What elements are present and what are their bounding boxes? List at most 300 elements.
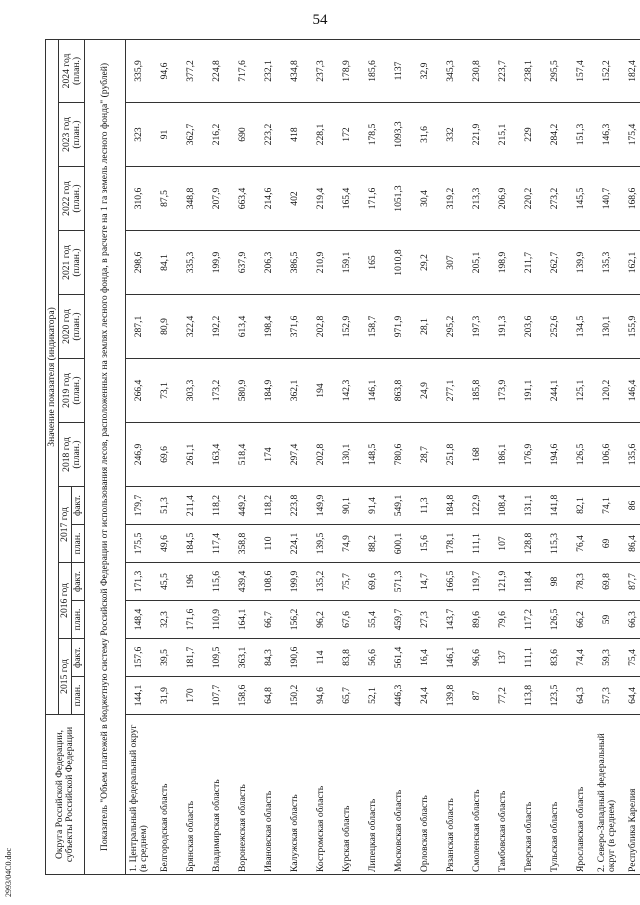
value-cell: 158,6 <box>230 677 256 715</box>
value-cell: 24,4 <box>412 677 438 715</box>
region-name-cell: Ивановская область <box>256 715 282 875</box>
value-cell: 363,1 <box>230 639 256 677</box>
value-cell: 113,8 <box>516 677 542 715</box>
value-cell: 135,2 <box>308 563 334 601</box>
region-name-cell: Воронежская область <box>230 715 256 875</box>
region-name-cell: Смоленская область <box>464 715 490 875</box>
table-row <box>204 39 230 874</box>
value-cell: 118,2 <box>204 487 230 525</box>
value-cell: 156,2 <box>282 601 308 639</box>
value-cell: 549,1 <box>386 487 412 525</box>
value-cell: 164,1 <box>230 601 256 639</box>
subheader-fact: факт. <box>72 563 85 601</box>
value-cell: 194 <box>308 359 334 423</box>
value-cell: 69,6 <box>360 563 386 601</box>
value-cell: 55,4 <box>360 601 386 639</box>
value-cell: 168,6 <box>620 167 640 231</box>
value-cell: 198,4 <box>256 295 282 359</box>
value-cell: 87 <box>464 677 490 715</box>
year-header-2019: 2019 год (план.) <box>59 359 85 423</box>
value-cell: 252,6 <box>542 295 568 359</box>
value-cell: 172 <box>334 103 360 167</box>
value-cell: 362,1 <box>282 359 308 423</box>
value-cell: 64,4 <box>620 677 640 715</box>
year-header-2024: 2024 год (план.) <box>59 39 85 102</box>
value-cell: 88,2 <box>360 525 386 563</box>
value-cell: 146,1 <box>438 639 464 677</box>
value-cell: 109,5 <box>204 639 230 677</box>
region-name-cell: Тульская область <box>542 715 568 875</box>
table-row <box>412 39 438 874</box>
value-cell: 107,7 <box>204 677 230 715</box>
value-cell: 358,8 <box>230 525 256 563</box>
value-cell: 115,3 <box>542 525 568 563</box>
value-cell: 66,3 <box>620 601 640 639</box>
value-cell: 206,3 <box>256 231 282 295</box>
value-cell: 29,2 <box>412 231 438 295</box>
value-cell: 67,6 <box>334 601 360 639</box>
value-cell: 418 <box>282 103 308 167</box>
value-cell: 106,6 <box>594 423 620 487</box>
value-cell: 174 <box>256 423 282 487</box>
region-name-cell: Ярославская область <box>568 715 594 875</box>
value-cell: 57,3 <box>594 677 620 715</box>
value-cell: 86 <box>620 487 640 525</box>
region-name-cell: Республика Карелия <box>620 715 640 875</box>
value-cell: 449,2 <box>230 487 256 525</box>
value-cell: 182,4 <box>620 39 640 102</box>
value-cell: 94,6 <box>308 677 334 715</box>
value-cell: 31,9 <box>152 677 178 715</box>
value-cell: 107 <box>490 525 516 563</box>
table-row <box>282 39 308 874</box>
value-cell: 139,5 <box>308 525 334 563</box>
value-cell: 1093,3 <box>386 103 412 167</box>
value-cell: 84,1 <box>152 231 178 295</box>
year-header-2015: 2015 год <box>59 639 72 715</box>
indicator-row <box>85 39 126 874</box>
region-name-cell: Тверская область <box>516 715 542 875</box>
value-cell: 96,2 <box>308 601 334 639</box>
value-cell: 345,3 <box>438 39 464 102</box>
value-cell: 184,8 <box>438 487 464 525</box>
value-cell: 74,1 <box>594 487 620 525</box>
value-cell: 11,3 <box>412 487 438 525</box>
value-cell: 117,2 <box>516 601 542 639</box>
value-cell: 185,6 <box>360 39 386 102</box>
year-header-2017: 2017 год <box>59 487 72 563</box>
value-cell: 165,4 <box>334 167 360 231</box>
value-cell: 65,7 <box>334 677 360 715</box>
value-cell: 80,9 <box>152 295 178 359</box>
value-cell: 175,4 <box>620 103 640 167</box>
value-cell: 69,8 <box>594 563 620 601</box>
value-cell: 224,8 <box>204 39 230 102</box>
value-cell: 14,7 <box>412 563 438 601</box>
value-cell: 121,9 <box>490 563 516 601</box>
table-row <box>308 39 334 874</box>
indicator-title: Показатель "Объем платежей в бюджетную систему Российской Федерации от использования лесов, расположенных на землях лесного фонда, в расчете на 1 га земель лесного фонда" (рублей) <box>85 39 126 874</box>
year-header-2020: 2020 год (план.) <box>59 295 85 359</box>
region-name-cell: Рязанская область <box>438 715 464 875</box>
value-cell: 184,5 <box>178 525 204 563</box>
value-cell: 184,9 <box>256 359 282 423</box>
rotated-table-container <box>45 40 638 875</box>
value-cell: 162,1 <box>620 231 640 295</box>
value-cell: 30,4 <box>412 167 438 231</box>
value-cell: 244,1 <box>542 359 568 423</box>
value-cell: 205,1 <box>464 231 490 295</box>
value-cell: 139,8 <box>438 677 464 715</box>
value-cell: 297,4 <box>282 423 308 487</box>
value-cell: 273,2 <box>542 167 568 231</box>
value-cell: 171,3 <box>126 563 153 601</box>
value-cell: 94,6 <box>152 39 178 102</box>
indicator-value-group-header: Значение показателя (индикатора) <box>46 39 59 714</box>
value-cell: 238,1 <box>516 39 542 102</box>
value-cell: 144,1 <box>126 677 153 715</box>
value-cell: 32,3 <box>152 601 178 639</box>
value-cell: 284,2 <box>542 103 568 167</box>
value-cell: 446,3 <box>386 677 412 715</box>
value-cell: 295,2 <box>438 295 464 359</box>
value-cell: 221,9 <box>464 103 490 167</box>
value-cell: 66,2 <box>568 601 594 639</box>
value-cell: 211,4 <box>178 487 204 525</box>
subheader-plan: план. <box>72 677 85 715</box>
value-cell: 198,9 <box>490 231 516 295</box>
subheader-plan: план. <box>72 525 85 563</box>
value-cell: 192,2 <box>204 295 230 359</box>
value-cell: 83,6 <box>542 639 568 677</box>
value-cell: 178,5 <box>360 103 386 167</box>
value-cell: 82,1 <box>568 487 594 525</box>
value-cell: 75,7 <box>334 563 360 601</box>
value-cell: 319,2 <box>438 167 464 231</box>
value-cell: 196 <box>178 563 204 601</box>
value-cell: 402 <box>282 167 308 231</box>
value-cell: 56,6 <box>360 639 386 677</box>
value-cell: 110 <box>256 525 282 563</box>
value-cell: 571,3 <box>386 563 412 601</box>
value-cell: 137 <box>490 639 516 677</box>
value-cell: 206,9 <box>490 167 516 231</box>
footer-document-code: 2993/04С0.doc <box>4 847 13 897</box>
value-cell: 322,4 <box>178 295 204 359</box>
subheader-plan: план. <box>72 601 85 639</box>
year-header-2016: 2016 год <box>59 563 72 639</box>
value-cell: 262,7 <box>542 231 568 295</box>
value-cell: 98 <box>542 563 568 601</box>
table-row <box>360 39 386 874</box>
value-cell: 780,6 <box>386 423 412 487</box>
value-cell: 178,9 <box>334 39 360 102</box>
value-cell: 251,8 <box>438 423 464 487</box>
value-cell: 191,1 <box>516 359 542 423</box>
value-cell: 230,8 <box>464 39 490 102</box>
value-cell: 148,5 <box>360 423 386 487</box>
table-header <box>46 39 85 874</box>
region-name-cell: Белгородская область <box>152 715 178 875</box>
value-cell: 371,6 <box>282 295 308 359</box>
value-cell: 119,7 <box>464 563 490 601</box>
value-cell: 141,8 <box>542 487 568 525</box>
value-cell: 176,9 <box>516 423 542 487</box>
subheader-fact: факт. <box>72 487 85 525</box>
value-cell: 157,6 <box>126 639 153 677</box>
value-cell: 971,9 <box>386 295 412 359</box>
value-cell: 561,4 <box>386 639 412 677</box>
value-cell: 59 <box>594 601 620 639</box>
region-name-cell: Курская область <box>334 715 360 875</box>
value-cell: 223,2 <box>256 103 282 167</box>
value-cell: 197,3 <box>464 295 490 359</box>
value-cell: 145,5 <box>568 167 594 231</box>
value-cell: 122,9 <box>464 487 490 525</box>
value-cell: 126,5 <box>542 601 568 639</box>
value-cell: 220,2 <box>516 167 542 231</box>
value-cell: 202,8 <box>308 295 334 359</box>
value-cell: 600,1 <box>386 525 412 563</box>
value-cell: 173,9 <box>490 359 516 423</box>
value-cell: 39,5 <box>152 639 178 677</box>
value-cell: 152,9 <box>334 295 360 359</box>
year-header-2021: 2021 год (план.) <box>59 231 85 295</box>
value-cell: 303,3 <box>178 359 204 423</box>
value-cell: 158,7 <box>360 295 386 359</box>
value-cell: 175,5 <box>126 525 153 563</box>
year-header-2022: 2022 год (план.) <box>59 167 85 231</box>
value-cell: 298,6 <box>126 231 153 295</box>
value-cell: 207,9 <box>204 167 230 231</box>
value-cell: 91 <box>152 103 178 167</box>
value-cell: 131,1 <box>516 487 542 525</box>
value-cell: 168 <box>464 423 490 487</box>
value-cell: 75,4 <box>620 639 640 677</box>
value-cell: 139,9 <box>568 231 594 295</box>
value-cell: 261,1 <box>178 423 204 487</box>
value-cell: 179,7 <box>126 487 153 525</box>
value-cell: 377,2 <box>178 39 204 102</box>
value-cell: 165 <box>360 231 386 295</box>
value-cell: 863,8 <box>386 359 412 423</box>
value-cell: 118,4 <box>516 563 542 601</box>
year-header-2018: 2018 год (план.) <box>59 423 85 487</box>
subheader-fact: факт. <box>72 639 85 677</box>
value-cell: 166,5 <box>438 563 464 601</box>
value-cell: 613,4 <box>230 295 256 359</box>
value-cell: 690 <box>230 103 256 167</box>
value-cell: 15,6 <box>412 525 438 563</box>
value-cell: 185,8 <box>464 359 490 423</box>
table-row <box>490 39 516 874</box>
value-cell: 118,2 <box>256 487 282 525</box>
table-row <box>620 39 640 874</box>
value-cell: 151,3 <box>568 103 594 167</box>
value-cell: 86,4 <box>620 525 640 563</box>
region-column-header: Округа Российской Федерации, субъекты Российской Федерации <box>46 715 85 875</box>
value-cell: 120,2 <box>594 359 620 423</box>
table-row <box>178 39 204 874</box>
value-cell: 142,3 <box>334 359 360 423</box>
value-cell: 237,3 <box>308 39 334 102</box>
value-cell: 135,6 <box>620 423 640 487</box>
value-cell: 130,1 <box>594 295 620 359</box>
value-cell: 637,9 <box>230 231 256 295</box>
value-cell: 52,1 <box>360 677 386 715</box>
value-cell: 190,6 <box>282 639 308 677</box>
value-cell: 219,4 <box>308 167 334 231</box>
value-cell: 89,6 <box>464 601 490 639</box>
value-cell: 202,8 <box>308 423 334 487</box>
value-cell: 146,4 <box>620 359 640 423</box>
value-cell: 246,9 <box>126 423 153 487</box>
value-cell: 69,6 <box>152 423 178 487</box>
table-row <box>568 39 594 874</box>
value-cell: 199,9 <box>282 563 308 601</box>
value-cell: 111,1 <box>464 525 490 563</box>
value-cell: 64,8 <box>256 677 282 715</box>
value-cell: 663,4 <box>230 167 256 231</box>
page-number: 54 <box>312 12 328 28</box>
table-row <box>334 39 360 874</box>
value-cell: 171,6 <box>360 167 386 231</box>
value-cell: 74,9 <box>334 525 360 563</box>
value-cell: 146,3 <box>594 103 620 167</box>
value-cell: 73,1 <box>152 359 178 423</box>
value-cell: 232,1 <box>256 39 282 102</box>
table-body <box>85 39 640 874</box>
table-row <box>230 39 256 874</box>
table-row <box>464 39 490 874</box>
value-cell: 146,1 <box>360 359 386 423</box>
value-cell: 210,9 <box>308 231 334 295</box>
indicator-table <box>45 39 640 875</box>
value-cell: 123,5 <box>542 677 568 715</box>
year-header-2023: 2023 год (план.) <box>59 103 85 167</box>
region-name-cell: Московская область <box>386 715 412 875</box>
value-cell: 117,4 <box>204 525 230 563</box>
value-cell: 87,7 <box>620 563 640 601</box>
value-cell: 434,8 <box>282 39 308 102</box>
value-cell: 580,9 <box>230 359 256 423</box>
value-cell: 223,8 <box>282 487 308 525</box>
region-name-cell: Брянская область <box>178 715 204 875</box>
value-cell: 362,7 <box>178 103 204 167</box>
value-cell: 323 <box>126 103 153 167</box>
value-cell: 83,8 <box>334 639 360 677</box>
value-cell: 28,1 <box>412 295 438 359</box>
value-cell: 171,6 <box>178 601 204 639</box>
value-cell: 224,1 <box>282 525 308 563</box>
value-cell: 84,3 <box>256 639 282 677</box>
value-cell: 51,3 <box>152 487 178 525</box>
value-cell: 213,3 <box>464 167 490 231</box>
value-cell: 125,1 <box>568 359 594 423</box>
value-cell: 74,4 <box>568 639 594 677</box>
value-cell: 66,7 <box>256 601 282 639</box>
value-cell: 148,4 <box>126 601 153 639</box>
value-cell: 459,7 <box>386 601 412 639</box>
value-cell: 266,4 <box>126 359 153 423</box>
value-cell: 191,3 <box>490 295 516 359</box>
value-cell: 170 <box>178 677 204 715</box>
region-name-cell: Калужская область <box>282 715 308 875</box>
value-cell: 79,6 <box>490 601 516 639</box>
value-cell: 96,6 <box>464 639 490 677</box>
value-cell: 108,6 <box>256 563 282 601</box>
value-cell: 307 <box>438 231 464 295</box>
value-cell: 28,7 <box>412 423 438 487</box>
region-name-cell: Липецкая область <box>360 715 386 875</box>
value-cell: 439,4 <box>230 563 256 601</box>
region-name-cell: Тамбовская область <box>490 715 516 875</box>
value-cell: 1010,8 <box>386 231 412 295</box>
value-cell: 115,6 <box>204 563 230 601</box>
value-cell: 140,7 <box>594 167 620 231</box>
value-cell: 155,9 <box>620 295 640 359</box>
value-cell: 228,1 <box>308 103 334 167</box>
value-cell: 69 <box>594 525 620 563</box>
value-cell: 152,2 <box>594 39 620 102</box>
value-cell: 518,4 <box>230 423 256 487</box>
value-cell: 90,1 <box>334 487 360 525</box>
value-cell: 159,1 <box>334 231 360 295</box>
value-cell: 114 <box>308 639 334 677</box>
value-cell: 64,3 <box>568 677 594 715</box>
table-row <box>438 39 464 874</box>
table-row <box>126 39 153 874</box>
value-cell: 181,7 <box>178 639 204 677</box>
region-name-cell: Костромская область <box>308 715 334 875</box>
region-name-cell: 2. Северо-Западный федеральный округ (в среднем) <box>594 715 620 875</box>
value-cell: 163,4 <box>204 423 230 487</box>
value-cell: 91,4 <box>360 487 386 525</box>
value-cell: 295,5 <box>542 39 568 102</box>
value-cell: 87,5 <box>152 167 178 231</box>
value-cell: 143,7 <box>438 601 464 639</box>
value-cell: 211,7 <box>516 231 542 295</box>
table-row <box>516 39 542 874</box>
value-cell: 135,3 <box>594 231 620 295</box>
value-cell: 348,8 <box>178 167 204 231</box>
region-name-cell: Владимирская область <box>204 715 230 875</box>
value-cell: 310,6 <box>126 167 153 231</box>
region-name-cell: Орловская область <box>412 715 438 875</box>
value-cell: 134,5 <box>568 295 594 359</box>
table-row <box>542 39 568 874</box>
value-cell: 27,3 <box>412 601 438 639</box>
value-cell: 386,5 <box>282 231 308 295</box>
value-cell: 216,2 <box>204 103 230 167</box>
value-cell: 126,5 <box>568 423 594 487</box>
value-cell: 335,9 <box>126 39 153 102</box>
value-cell: 194,6 <box>542 423 568 487</box>
value-cell: 149,9 <box>308 487 334 525</box>
value-cell: 78,3 <box>568 563 594 601</box>
table-row <box>152 39 178 874</box>
value-cell: 111,1 <box>516 639 542 677</box>
value-cell: 16,4 <box>412 639 438 677</box>
value-cell: 717,6 <box>230 39 256 102</box>
value-cell: 24,9 <box>412 359 438 423</box>
value-cell: 150,2 <box>282 677 308 715</box>
value-cell: 1051,3 <box>386 167 412 231</box>
value-cell: 45,5 <box>152 563 178 601</box>
value-cell: 1137 <box>386 39 412 102</box>
value-cell: 229 <box>516 103 542 167</box>
value-cell: 214,6 <box>256 167 282 231</box>
